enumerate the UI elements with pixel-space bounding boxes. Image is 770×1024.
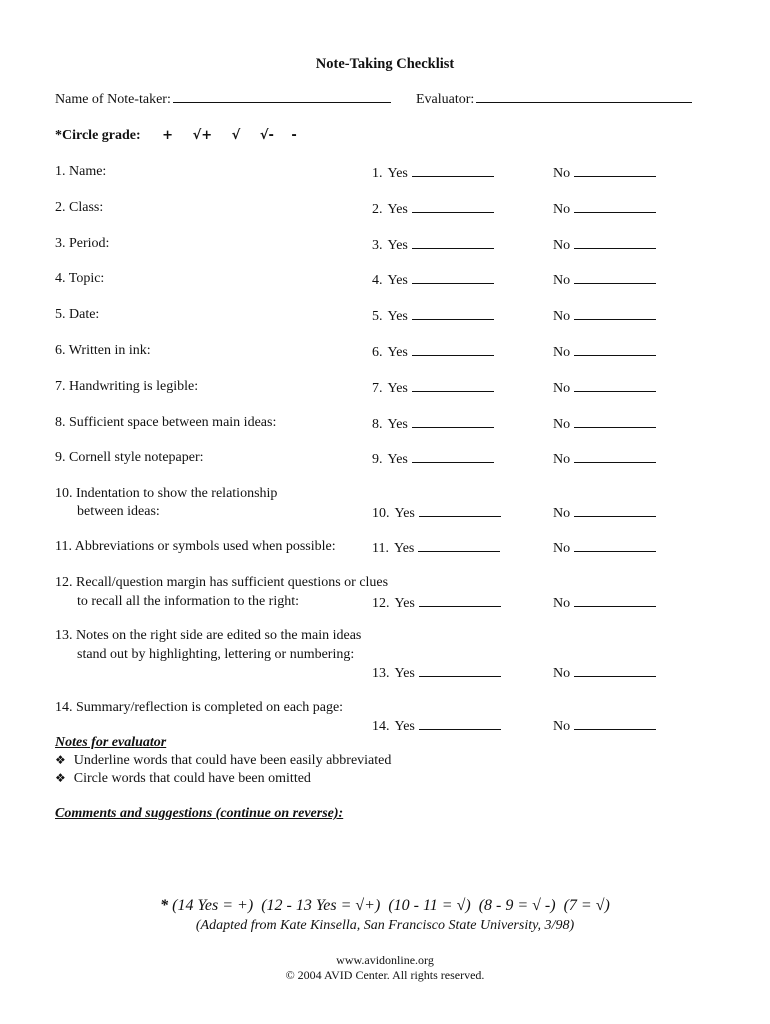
checklist-item-label: 1. Name: (55, 164, 107, 179)
no-label: No (553, 381, 571, 396)
yes-label: Yes (393, 541, 415, 556)
evaluator-line[interactable] (476, 102, 692, 103)
footer-copyright: © 2004 AVID Center. All rights reserved. (285, 968, 485, 982)
yes-blank[interactable] (412, 450, 494, 463)
notes-heading: Notes for evaluator (55, 735, 167, 750)
checklist-item-label-cont: between ideas: (77, 504, 160, 519)
no-field (553, 594, 656, 612)
no-field (553, 343, 656, 361)
no-label: No (553, 166, 571, 181)
no-blank[interactable] (574, 271, 656, 284)
yes-label: Yes (387, 238, 408, 253)
yes-label: Yes (394, 506, 415, 521)
yes-label: Yes (387, 381, 408, 396)
comments-heading: Comments and suggestions (continue on reverse): (55, 806, 344, 821)
no-label: No (553, 345, 571, 360)
item-number: 11. (372, 541, 389, 556)
no-label: No (553, 309, 571, 324)
no-label: No (553, 666, 571, 681)
yes-blank[interactable] (419, 504, 501, 517)
yes-field (372, 717, 501, 735)
grade-option[interactable]: √- (259, 128, 274, 143)
yes-field (372, 450, 494, 468)
yes-label: Yes (394, 666, 415, 681)
no-blank[interactable] (574, 379, 656, 392)
yes-label: Yes (387, 417, 408, 432)
note-text: Underline words that could have been easily abbreviated (73, 753, 392, 768)
evaluator-label: Evaluator: (416, 92, 475, 107)
no-field (553, 307, 656, 325)
legend-item: (8 - 9 = √ -) (478, 897, 556, 914)
yes-blank[interactable] (412, 307, 494, 320)
legend-item: (12 - 13 Yes = √+) (261, 897, 381, 914)
no-field (553, 717, 656, 735)
yes-field (372, 164, 494, 182)
checklist-item-label: 9. Cornell style notepaper: (55, 450, 204, 465)
no-label: No (553, 417, 571, 432)
no-label: No (553, 719, 571, 734)
checklist-item-label: 7. Handwriting is legible: (55, 379, 199, 394)
item-number: 3. (372, 238, 383, 253)
item-number: 4. (372, 273, 383, 288)
yes-field (372, 343, 494, 361)
no-blank[interactable] (574, 415, 656, 428)
note-item (55, 771, 311, 787)
no-label: No (553, 273, 571, 288)
no-blank[interactable] (574, 343, 656, 356)
item-number: 10. (372, 506, 390, 521)
item-number: 9. (372, 452, 383, 467)
checklist-item-label-cont: stand out by highlighting, lettering or numbering: (77, 647, 355, 662)
legend-item: (7 = √) (563, 897, 610, 914)
footer-url[interactable]: www.avidonline.org (336, 953, 434, 967)
grade-row (55, 128, 297, 144)
yes-field (372, 236, 494, 254)
no-field (553, 504, 656, 522)
yes-blank[interactable] (412, 271, 494, 284)
evaluator-field (416, 92, 692, 108)
no-field (553, 539, 656, 557)
yes-field (372, 307, 494, 325)
yes-blank[interactable] (412, 164, 494, 177)
legend-item: (10 - 11 = √) (388, 897, 471, 914)
checklist-item-label: 5. Date: (55, 307, 100, 322)
no-field (553, 450, 656, 468)
no-label: No (553, 202, 571, 217)
yes-label: Yes (394, 719, 415, 734)
yes-field (372, 271, 494, 289)
note-item (55, 753, 391, 769)
yes-field (372, 664, 501, 682)
note-text: Circle words that could have been omitted (73, 771, 311, 786)
checklist-item-label: 14. Summary/reflection is completed on each page: (55, 700, 344, 715)
diamond-bullet-icon: ❖ (55, 753, 66, 767)
item-number: 1. (372, 166, 383, 181)
checklist-item-label: 4. Topic: (55, 271, 105, 286)
yes-blank[interactable] (412, 236, 494, 249)
no-field (553, 271, 656, 289)
legend-star: * (160, 897, 169, 914)
no-field (553, 415, 656, 433)
no-label: No (553, 506, 571, 521)
no-field (553, 236, 656, 254)
yes-blank[interactable] (419, 594, 501, 607)
checklist-item-label: 11. Abbreviations or symbols used when possible: (55, 539, 336, 554)
item-number: 8. (372, 417, 383, 432)
yes-blank[interactable] (412, 415, 494, 428)
yes-field (372, 594, 501, 612)
no-blank[interactable] (574, 539, 656, 552)
name-field (55, 92, 391, 108)
name-line[interactable] (173, 102, 391, 103)
checklist-item-label: 3. Period: (55, 236, 110, 251)
no-blank[interactable] (574, 504, 656, 517)
grade-option[interactable]: √ (231, 128, 241, 143)
checklist-item-label: 12. Recall/question margin has sufficient questions or clues (55, 575, 389, 590)
no-field (553, 164, 656, 182)
item-number: 2. (372, 202, 383, 217)
yes-label: Yes (394, 596, 415, 611)
item-number: 13. (372, 666, 390, 681)
yes-blank[interactable] (419, 664, 501, 677)
yes-field (372, 379, 494, 397)
yes-blank[interactable] (419, 717, 501, 730)
no-field (553, 664, 656, 682)
no-field (553, 200, 656, 218)
no-blank[interactable] (574, 307, 656, 320)
yes-blank[interactable] (418, 539, 500, 552)
item-number: 5. (372, 309, 383, 324)
no-blank[interactable] (574, 450, 656, 463)
diamond-bullet-icon: ❖ (55, 771, 66, 785)
yes-blank[interactable] (412, 379, 494, 392)
grade-option[interactable]: √+ (192, 128, 213, 143)
item-number: 12. (372, 596, 390, 611)
checklist-item-label: 6. Written in ink: (55, 343, 151, 358)
yes-label: Yes (387, 345, 408, 360)
yes-field (372, 200, 494, 218)
yes-label: Yes (387, 452, 408, 467)
yes-label: Yes (387, 309, 408, 324)
checklist-item-label: 2. Class: (55, 200, 104, 215)
checklist-item-label: 10. Indentation to show the relationship (55, 486, 278, 501)
grade-legend (0, 897, 770, 915)
yes-field (372, 504, 501, 522)
grade-option[interactable]: + (162, 128, 174, 143)
yes-label: Yes (387, 202, 408, 217)
yes-blank[interactable] (412, 200, 494, 213)
item-number: 7. (372, 381, 383, 396)
grade-label: *Circle grade: (55, 128, 141, 143)
credit-line: (Adapted from Kate Kinsella, San Francisco State University, 3/98) (195, 918, 575, 933)
page-title: Note-Taking Checklist (315, 56, 455, 72)
no-field (553, 379, 656, 397)
no-blank[interactable] (574, 164, 656, 177)
no-blank[interactable] (574, 200, 656, 213)
grade-option[interactable]: - (291, 128, 297, 143)
no-blank[interactable] (574, 236, 656, 249)
item-number: 14. (372, 719, 390, 734)
no-label: No (553, 541, 571, 556)
no-blank[interactable] (574, 717, 656, 730)
checklist-item-label: 8. Sufficient space between main ideas: (55, 415, 277, 430)
no-label: No (553, 452, 571, 467)
no-blank[interactable] (574, 594, 656, 607)
name-label: Name of Note-taker: (55, 92, 171, 107)
yes-label: Yes (387, 166, 408, 181)
no-label: No (553, 238, 571, 253)
no-label: No (553, 596, 571, 611)
item-number: 6. (372, 345, 383, 360)
yes-blank[interactable] (412, 343, 494, 356)
yes-field (372, 539, 500, 557)
checklist-item-label: 13. Notes on the right side are edited so the main ideas (55, 628, 362, 643)
checklist-item-label-cont: to recall all the information to the right: (77, 594, 299, 609)
no-blank[interactable] (574, 664, 656, 677)
yes-label: Yes (387, 273, 408, 288)
legend-item: (14 Yes = +) (172, 897, 254, 914)
yes-field (372, 415, 494, 433)
